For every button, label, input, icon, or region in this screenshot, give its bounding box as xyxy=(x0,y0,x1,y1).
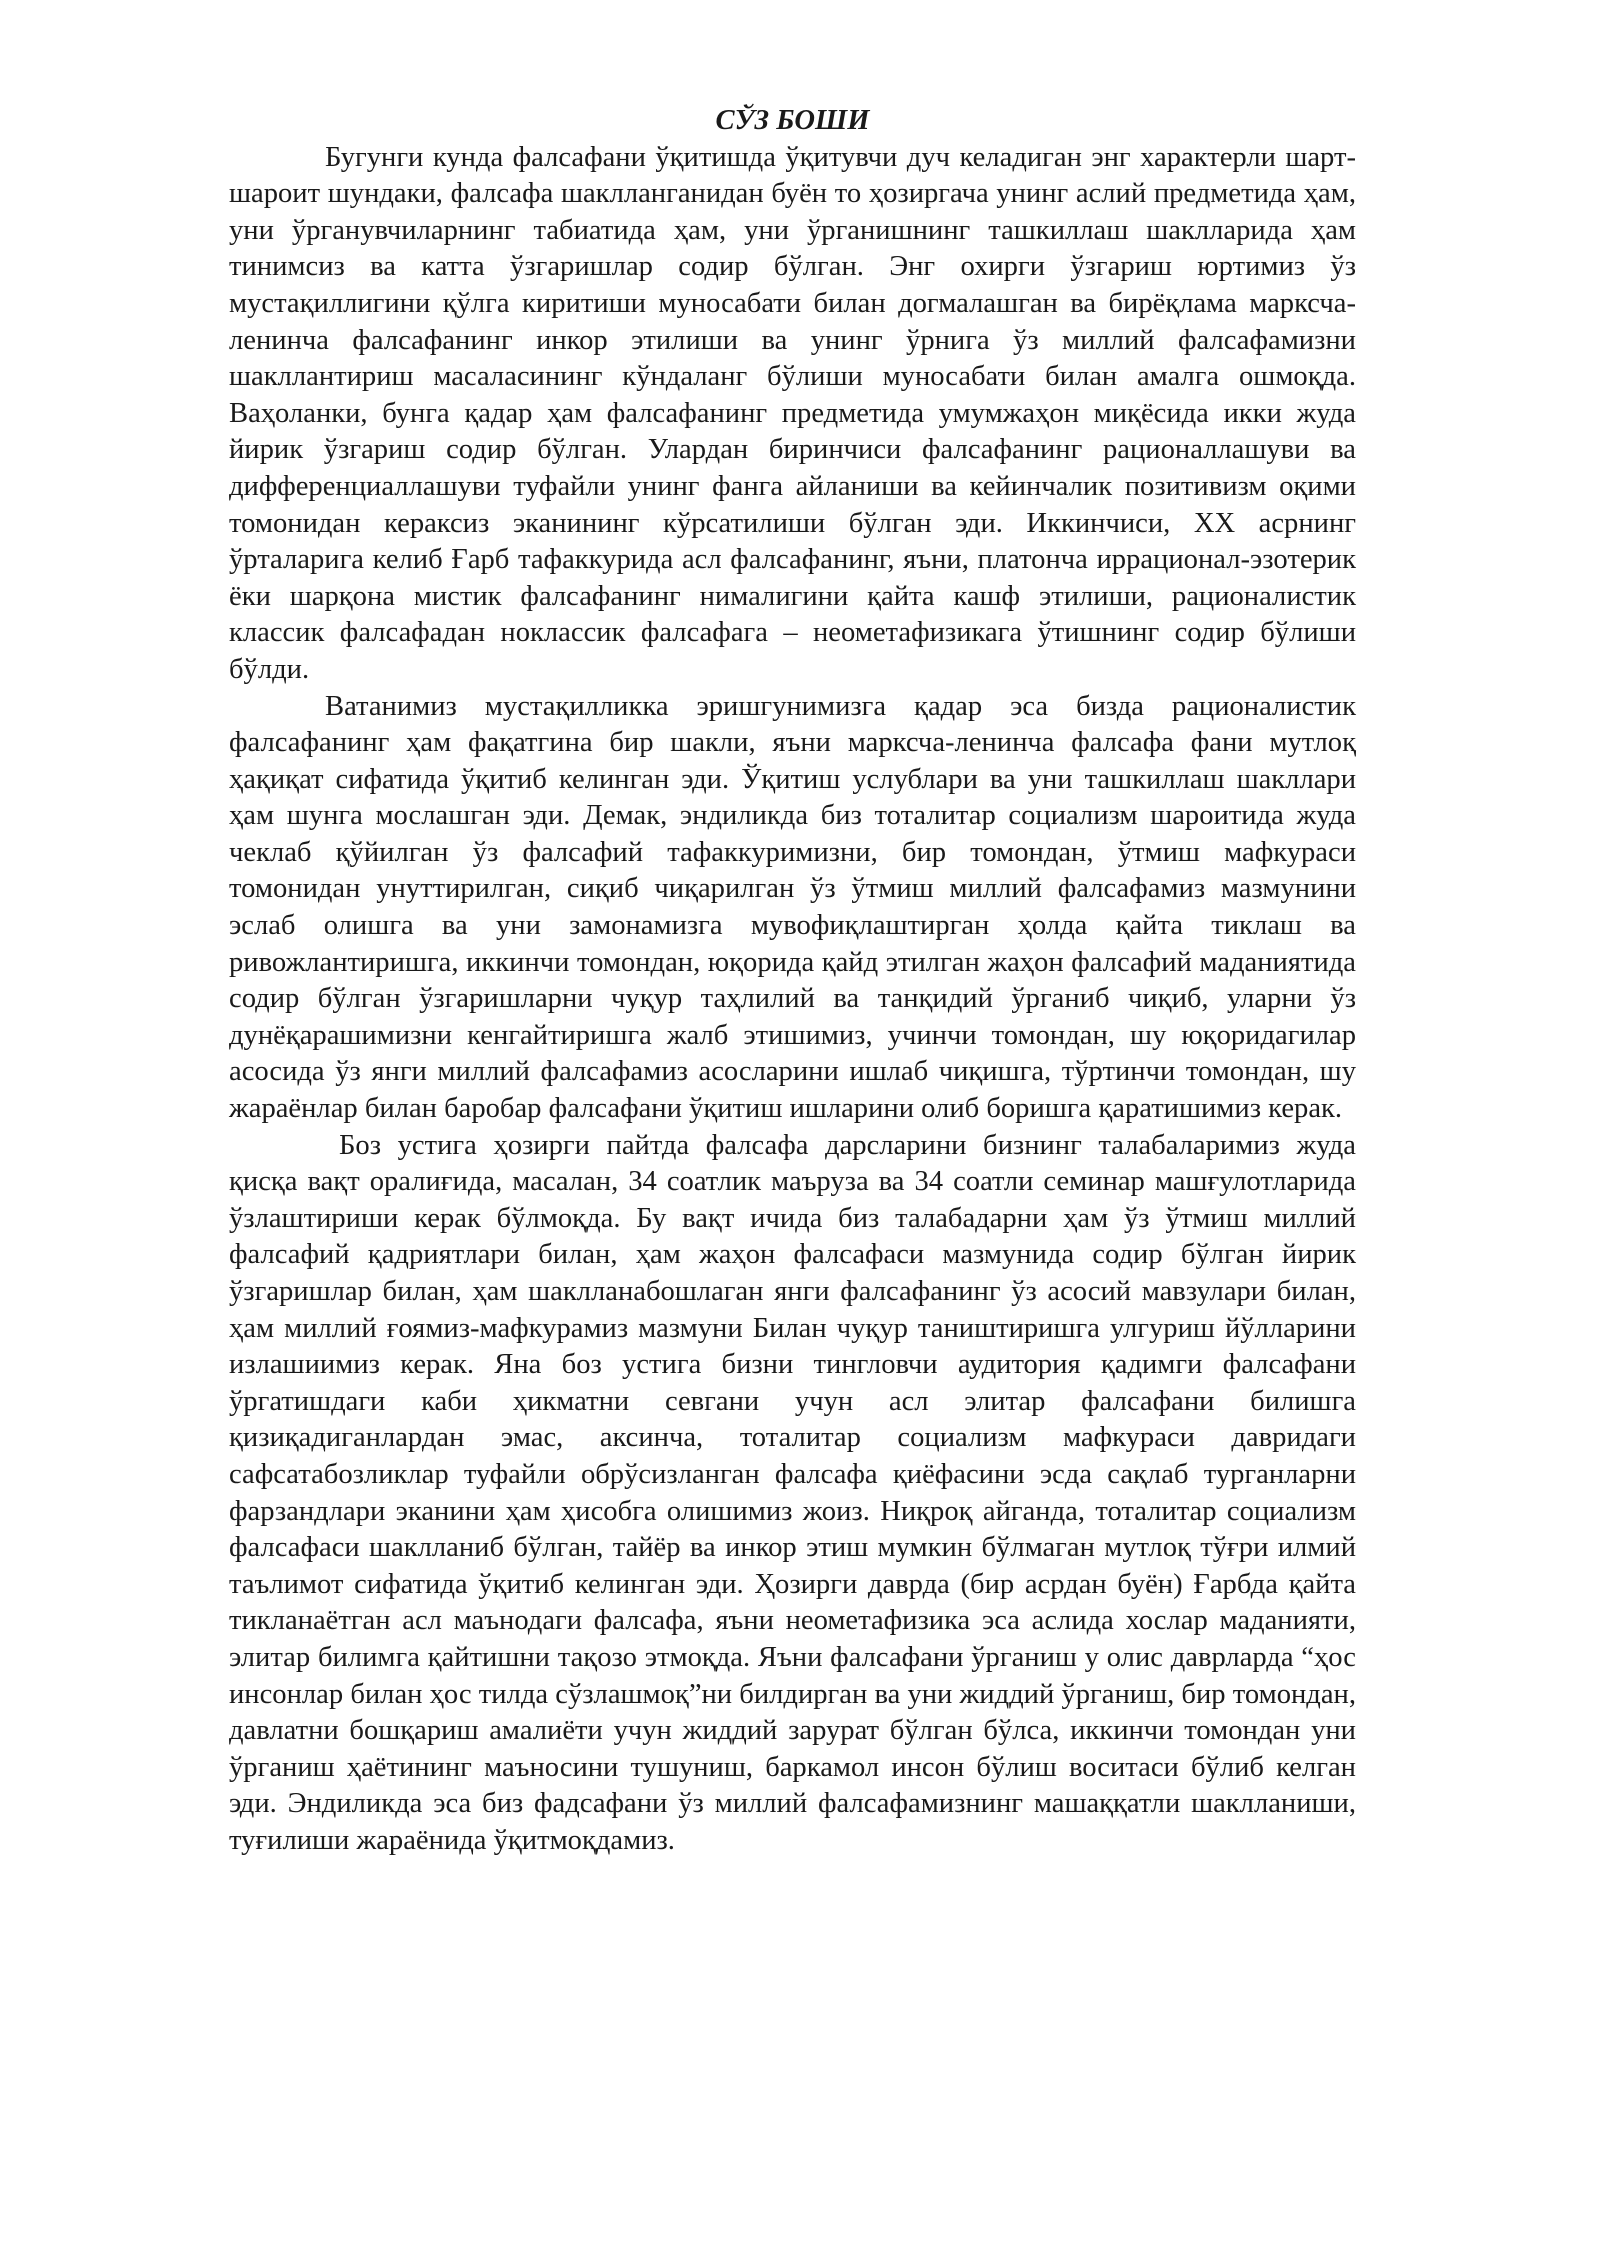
paragraph-1: Бугунги кунда фалсафани ўқитишда ўқитувчи дуч келадиган энг характерли шарт-шароит шундаки, фалсафа шаклланганидан буён то ҳозиргача унинг аслий предметида ҳам, уни ўрганувчиларнинг табиатида ҳам, уни ўрганишнинг ташкиллаш шаклларида ҳам тинимсиз ва катта ўзгаришлар содир бўлган. Энг охирги ўзгариш юртимиз ўз мустақиллигини қўлга киритиши муносабати билан догмалашган ва бирёқлама марксча-ленинча фалсафанинг инкор этилиши ва унинг ўрнига ўз миллий фалсафамизни шакллантириш масаласининг кўндаланг бўлиши муносабати билан амалга ошмоқда. Ваҳоланки, бунга қадар ҳам фалсафанинг предметида умумжаҳон миқёсида икки жуда йирик ўзгариш содир бўлган. Улардан биринчиси фалсафанинг рационаллашуви ва дифференциаллашуви туфайли унинг фанга айланиши ва кейинчалик позитивизм оқими томонидан кераксиз эканининг кўрсатилиши бўлган эди. Иккинчиси, ХХ асрнинг ўрталарига келиб Ғарб тафаккурида асл фалсафанинг, яъни, платонча иррационал-эзотерик ёки шарқона мистик фалсафанинг нималигини қайта кашф этилиши, рационалистик классик фалсафадан ноклассик фалсафага – неометафизикага ўтишнинг содир бўлиши бўлди. xyxy=(229,141,1356,685)
paragraph-3: Боз устига ҳозирги пайтда фалсафа дарсларини бизнинг талабаларимиз жуда қисқа вақт оралиғида, масалан, 34 соатлик маъруза ва 34 соатли семинар машғулотларида ўзлаштириши керак бўлмоқда. Бу вақт ичида биз талабадарни ҳам ўз ўтмиш миллий фалсафий қадриятлари билан, ҳам жаҳон фалсафаси мазмунида содир бўлган йирик ўзгаришлар билан, ҳам шаклланабошлаган янги фалсафанинг ўз асосий мавзулари билан, ҳам миллий ғоямиз-мафкурамиз мазмуни Билан чуқур таништиришга улгуриш йўлларини излашиимиз керак. Яна боз устига бизни тингловчи аудитория қадимги фалсафани ўргатишдаги каби ҳикматни севгани учун асл элитар фалсафани билишга қизиқадиганлардан эмас, аксинча, тоталитар социализм мафкураси давридаги сафсатабозликлар туфайли обрўсизланган фалсафа қиёфасини эсда сақлаб турганларни фарзандлари эканини ҳам ҳисобга олишимиз жоиз. Ниқроқ айганда, тоталитар социализм фалсафаси шаклланиб бўлган, тайёр ва инкор этиш мумкин бўлмаган мутлоқ тўғри илмий таълимот сифатида ўқитиб келинган эди. Ҳозирги даврда (бир асрдан буён) Ғарбда қайта тикланаётган асл маънодаги фалсафа, яъни неометафизика эса аслида хослар маданияти, элитар билимга қайтишни тақозо этмоқда. Яъни фалсафани ўрганиш у олис даврларда “ҳос инсонлар билан ҳос тилда сўзлашмоқ”ни билдирган ва уни жиддий ўрганиш, бир томондан, давлатни бошқариш амалиёти учун жиддий зарурат бўлган бўлса, иккинчи томондан уни ўрганиш ҳаётининг маъносини тушуниш, баркамол инсон бўлиш воситаси бўлиб келган эди. Эндиликда эса биз фадсафани ўз миллий фалсафамизнинг машаққатли шаклланиши, туғилиши жараёнида ўқитмоқдамиз. xyxy=(229,1129,1356,1856)
paragraph-2: Ватанимиз мустақилликка эришгунимизга қадар эса бизда рационалистик фалсафанинг ҳам фақатгина бир шакли, яъни марксча-ленинча фалсафа фани мутлоқ ҳақиқат сифатида ўқитиб келинган эди. Ўқитиш услублари ва уни ташкиллаш шакллари ҳам шунга мослашган эди. Демак, эндиликда биз тоталитар социализм шароитида жуда чеклаб қўйилган ўз фалсафий тафаккуримизни, бир томондан, ўтмиш мафкураси томонидан унуттирилган, сиқиб чиқарилган ўз ўтмиш миллий фалсафамиз мазмунини эслаб олишга ва уни замонамизга мувофиқлаштирган ҳолда қайта тиклаш ва ривожлантиришга, иккинчи томондан, юқорида қайд этилган жаҳон фалсафий маданиятида содир бўлган ўзгаришларни чуқур таҳлилий ва танқидий ўрганиб чиқиб, уларни ўз дунёқарашимизни кенгайтиришга жалб этишимиз, учинчи томондан, шу юқоридагилар асосида ўз янги миллий фалсафамиз асосларини ишлаб чиқишга, тўртинчи томондан, шу жараёнлар билан баробар фалсафани ўқитиш ишларини олиб боришга қаратишимиз керак. xyxy=(229,690,1356,1125)
document-title: СЎЗ БОШИ xyxy=(715,105,870,136)
document-page xyxy=(229,103,1356,1860)
